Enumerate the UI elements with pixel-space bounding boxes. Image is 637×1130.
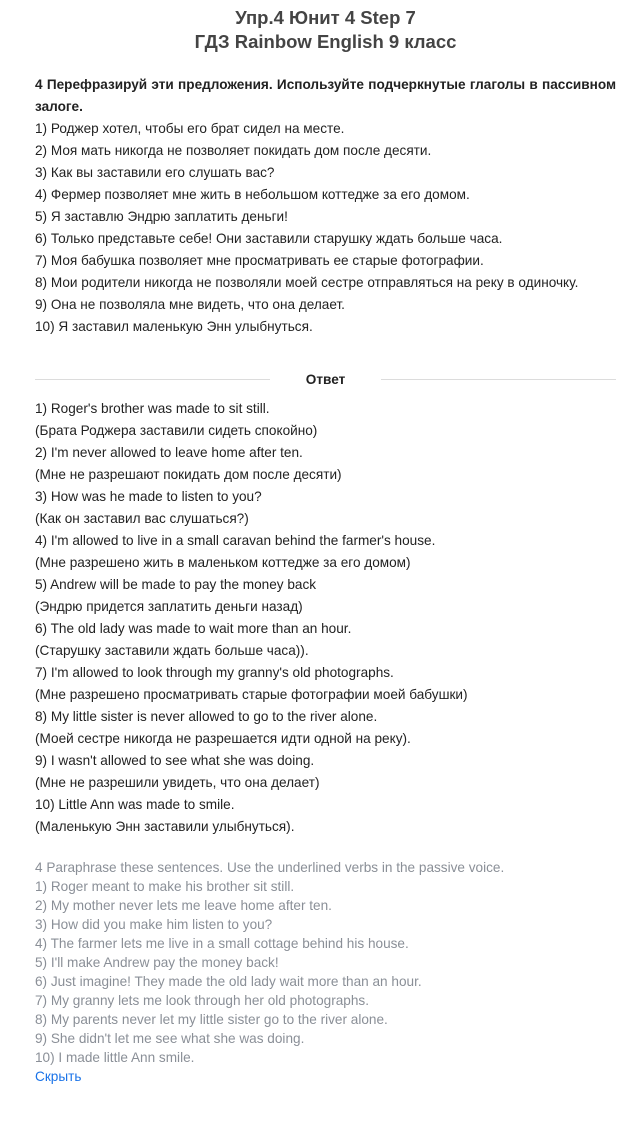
answers-block: [35, 398, 616, 838]
answer-translation: (Моей сестре никогда не разрешается идти одной на реку).: [35, 731, 411, 746]
task-sentence: 7) Моя бабушка позволяет мне просматривать ее старые фотографии.: [35, 253, 484, 268]
original-task-block: [35, 858, 616, 1086]
original-sentence: 4) The farmer lets me live in a small cottage behind his house.: [35, 936, 409, 951]
task-sentence: 3) Как вы заставили его слушать вас?: [35, 165, 275, 180]
original-sentence: 9) She didn't let me see what she was doing.: [35, 1031, 305, 1046]
answer-line: 5) Andrew will be made to pay the money back: [35, 577, 317, 592]
answer-translation: (Мне разрешено жить в маленьком коттедже за его домом): [35, 555, 411, 570]
original-sentence: 1) Roger meant to make his brother sit still.: [35, 879, 295, 894]
task-sentence: 9) Она не позволяла мне видеть, что она делает.: [35, 297, 345, 312]
task-sentence: 1) Роджер хотел, чтобы его брат сидел на месте.: [35, 121, 345, 136]
title-line-1: Упр.4 Юнит 4 Step 7: [235, 7, 416, 28]
original-heading: 4 Paraphrase these sentences. Use the underlined verbs in the passive voice.: [35, 860, 505, 875]
task-sentence: 8) Мои родители никогда не позволяли моей сестре отправляться на реку в одиночку.: [35, 275, 579, 290]
task-sentence: 5) Я заставлю Эндрю заплатить деньги!: [35, 209, 288, 224]
answer-line: 3) How was he made to listen to you?: [35, 489, 262, 504]
answer-translation: (Мне разрешено просматривать старые фотографии моей бабушки): [35, 687, 468, 702]
original-sentence: 10) I made little Ann smile.: [35, 1050, 195, 1065]
original-sentence: 5) I'll make Andrew pay the money back!: [35, 955, 279, 970]
answer-line: 10) Little Ann was made to smile.: [35, 797, 235, 812]
answer-line: 1) Roger's brother was made to sit still.: [35, 401, 270, 416]
task-heading: 4 Перефразируй эти предложения. Используйте подчеркнутые глаголы в пассивном залоге.: [35, 77, 616, 114]
divider-line-left: [35, 379, 270, 380]
answer-divider: [35, 368, 616, 390]
original-sentence: 8) My parents never let my little sister go to the river alone.: [35, 1012, 388, 1027]
answer-line: 9) I wasn't allowed to see what she was doing.: [35, 753, 315, 768]
answer-translation: (Маленькую Энн заставили улыбнуться).: [35, 819, 295, 834]
original-sentence: 7) My granny lets me look through her old photographs.: [35, 993, 369, 1008]
task-sentence: 10) Я заставил маленькую Энн улыбнуться.: [35, 319, 313, 334]
divider-line-right: [381, 379, 616, 380]
original-sentence: 3) How did you make him listen to you?: [35, 917, 273, 932]
task-block: [35, 74, 616, 338]
answer-line: 2) I'm never allowed to leave home after ten.: [35, 445, 303, 460]
answer-line: 6) The old lady was made to wait more than an hour.: [35, 621, 352, 636]
task-sentence: 6) Только представьте себе! Они заставили старушку ждать больше часа.: [35, 231, 503, 246]
answer-translation: (Мне не разрешают покидать дом после десяти): [35, 467, 342, 482]
task-sentence: 2) Моя мать никогда не позволяет покидать дом после десяти.: [35, 143, 432, 158]
page-title: [35, 6, 616, 54]
answer-translation: (Брата Роджера заставили сидеть спокойно): [35, 423, 318, 438]
original-sentence: 6) Just imagine! They made the old lady wait more than an hour.: [35, 974, 422, 989]
original-sentence: 2) My mother never lets me leave home after ten.: [35, 898, 332, 913]
answer-translation: (Как он заставил вас слушаться?): [35, 511, 249, 526]
answer-translation: (Старушку заставили ждать больше часа)).: [35, 643, 309, 658]
answer-line: 8) My little sister is never allowed to go to the river alone.: [35, 709, 378, 724]
task-sentence: 4) Фермер позволяет мне жить в небольшом коттедже за его домом.: [35, 187, 470, 202]
answer-line: 4) I'm allowed to live in a small caravan behind the farmer's house.: [35, 533, 436, 548]
answer-translation: (Мне не разрешили увидеть, что она делает): [35, 775, 320, 790]
answer-line: 7) I'm allowed to look through my granny's old photographs.: [35, 665, 394, 680]
hide-link[interactable]: Скрыть: [35, 1069, 82, 1084]
title-line-2: ГДЗ Rainbow English 9 класс: [194, 31, 457, 52]
answer-heading: Ответ: [305, 371, 346, 387]
answer-translation: (Эндрю придется заплатить деньги назад): [35, 599, 303, 614]
